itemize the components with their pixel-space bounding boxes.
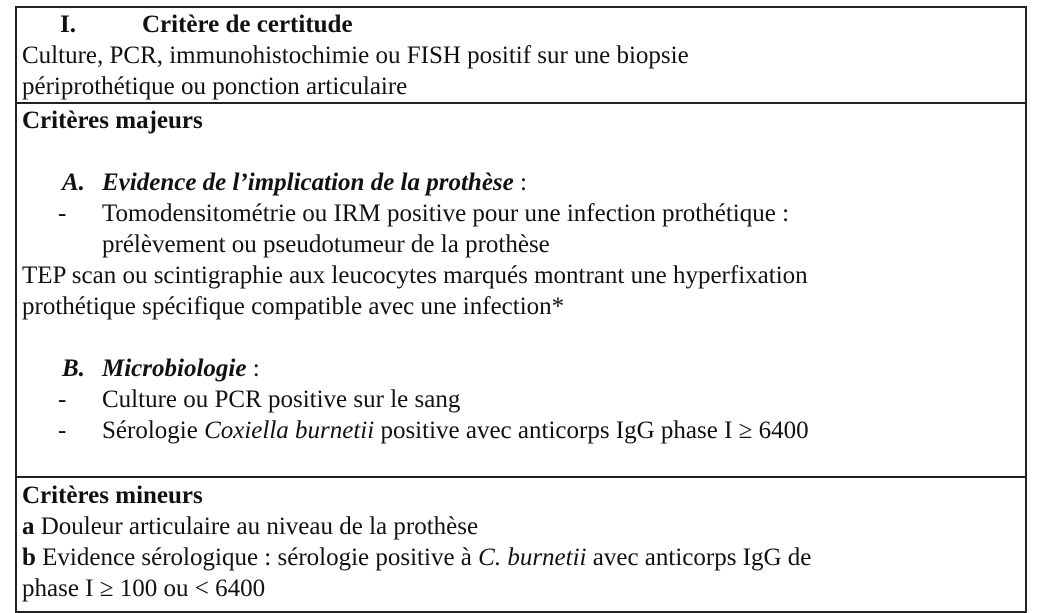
subsection-letter: B. bbox=[62, 355, 85, 382]
section-majeurs bbox=[17, 104, 1025, 478]
minor-item-a bbox=[22, 511, 1025, 542]
section-number: I. bbox=[60, 11, 76, 38]
bullet-continuation: prélèvement ou pseudotumeur de la prothèse bbox=[102, 231, 550, 258]
subsection-title: Evidence de l’implication de la prothèse bbox=[102, 169, 514, 196]
section-title: Critères mineurs bbox=[22, 482, 203, 509]
bullet-text: Tomodensitométrie ou IRM positive pour une infection prothétique : bbox=[102, 200, 790, 227]
paragraph-line: prothétique spécifique compatible avec une infection* bbox=[22, 293, 565, 320]
bullet-text: positive avec anticorps IgG phase I ≥ 6400 bbox=[374, 417, 809, 444]
item-text: Douleur articulaire au niveau de la prothèse bbox=[34, 513, 479, 540]
spacer bbox=[22, 136, 1025, 167]
section-title: Critères majeurs bbox=[22, 107, 203, 134]
bullet-item bbox=[22, 415, 1025, 446]
section-mineurs bbox=[17, 478, 1025, 611]
item-text: Evidence sérologique : sérologie positive à bbox=[35, 544, 479, 571]
section-certitude bbox=[17, 8, 1025, 104]
bullet-dash: - bbox=[58, 200, 67, 227]
bullet-dash: - bbox=[58, 386, 67, 413]
bullet-item bbox=[22, 198, 1025, 229]
subsection-suffix: : bbox=[246, 355, 260, 382]
species-name: C. burnetii bbox=[478, 544, 587, 571]
subsection-title: Microbiologie bbox=[102, 355, 247, 382]
item-text: avec anticorps IgG de bbox=[586, 544, 812, 571]
section-title: Critère de certitude bbox=[142, 11, 353, 38]
bullet-text: Sérologie bbox=[102, 417, 205, 444]
bullet-item bbox=[22, 384, 1025, 415]
subsection-heading-b bbox=[22, 353, 1025, 384]
subsection-suffix: : bbox=[513, 169, 527, 196]
item-continuation: phase I ≥ 100 ou < 6400 bbox=[22, 575, 266, 602]
subsection-heading-a bbox=[22, 167, 1025, 198]
bullet-dash: - bbox=[58, 417, 67, 444]
criteria-table bbox=[15, 6, 1027, 613]
paragraph-line: TEP scan ou scintigraphie aux leucocytes marqués montrant une hyperfixation bbox=[22, 262, 808, 289]
species-name: Coxiella burnetii bbox=[204, 417, 375, 444]
item-letter: a bbox=[22, 513, 35, 540]
spacer bbox=[22, 322, 1025, 353]
paragraph-line: périprothétique ou ponction articulaire bbox=[22, 73, 408, 100]
minor-item-b bbox=[22, 542, 1025, 573]
item-letter: b bbox=[22, 544, 36, 571]
section-heading bbox=[22, 9, 1025, 40]
paragraph-line: Culture, PCR, immunohistochimie ou FISH positif sur une biopsie bbox=[22, 42, 689, 69]
bullet-text: Culture ou PCR positive sur le sang bbox=[102, 386, 461, 413]
subsection-letter: A. bbox=[62, 169, 85, 196]
